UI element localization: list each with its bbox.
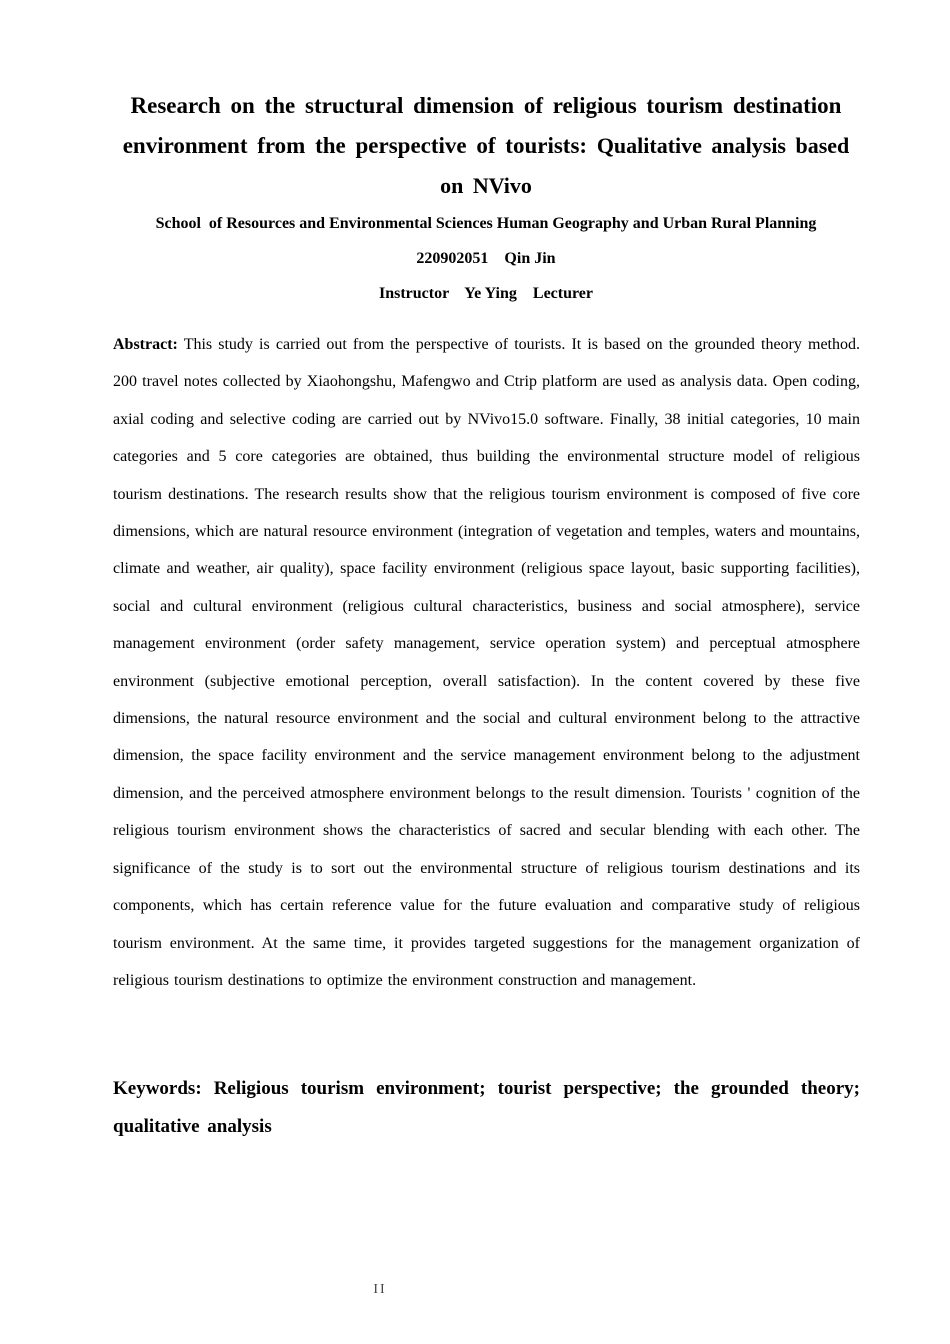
page-number: II [373,1282,387,1297]
title-subtitle: Qualitative analysis based on NVivo [440,133,850,198]
abstract-label: Abstract: [113,336,178,353]
abstract-paragraph [113,326,860,999]
title-main: Research on the structural dimension of religious tourism destination environment from the perspective of tourists: [122,93,842,158]
student-id-name: 220902051 Qin Jin [416,250,556,267]
instructor-line: Instructor Ye Ying Lecturer [378,285,594,302]
abstract-text: This study is carried out from the perspective of tourists. It is based on the grounded theory method. 200 travel notes collected by Xiaohongshu, Mafengwo and Ctrip platform are used as analysis data. Open coding, axial coding and selective coding are carried out by NVivo15.0 software. Finally, 38 initial categories, 10 main categories and 5 core categories are obtained, thus building the environmental structure model of religious tourism destinations. The research results show that the religious tourism environment is composed of five core dimensions, which are natural resource environment (integration of vegetation and temples, waters and mountains, climate and weather, air quality), space facility environment (religious space layout, basic supporting facilities), social and cultural environment (religious cultural characteristics, business and social atmosphere), service management environment (order safety management, service operation system) and perceptual atmosphere environment (subjective emotional perception, overall satisfaction). In the content covered by these five dimensions, the natural resource environment and the social and cultural environment belong to the attractive dimension, the space facility environment and the service management environment belong to the adjustment dimension, and the perceived atmosphere environment belongs to the result dimension. Tourists ' cognition of the religious tourism environment shows the characteristics of sacred and secular blending with each other. The significance of the study is to sort out the environmental structure of religious tourism destinations and its components, which has certain reference value for the future evaluation and comparative study of religious tourism environment. At the same time, it provides targeted suggestions for the management organization of religious tourism destinations to optimize the environment construction and management. [113,336,860,989]
keywords-line: Keywords: Religious tourism environment; tourist perspective; the grounded theory; qualitative analysis [113,1078,860,1137]
author-affiliation: School of Resources and Environmental Sciences Human Geography and Urban Rural Planning [155,215,817,232]
paper-title [112,86,860,206]
